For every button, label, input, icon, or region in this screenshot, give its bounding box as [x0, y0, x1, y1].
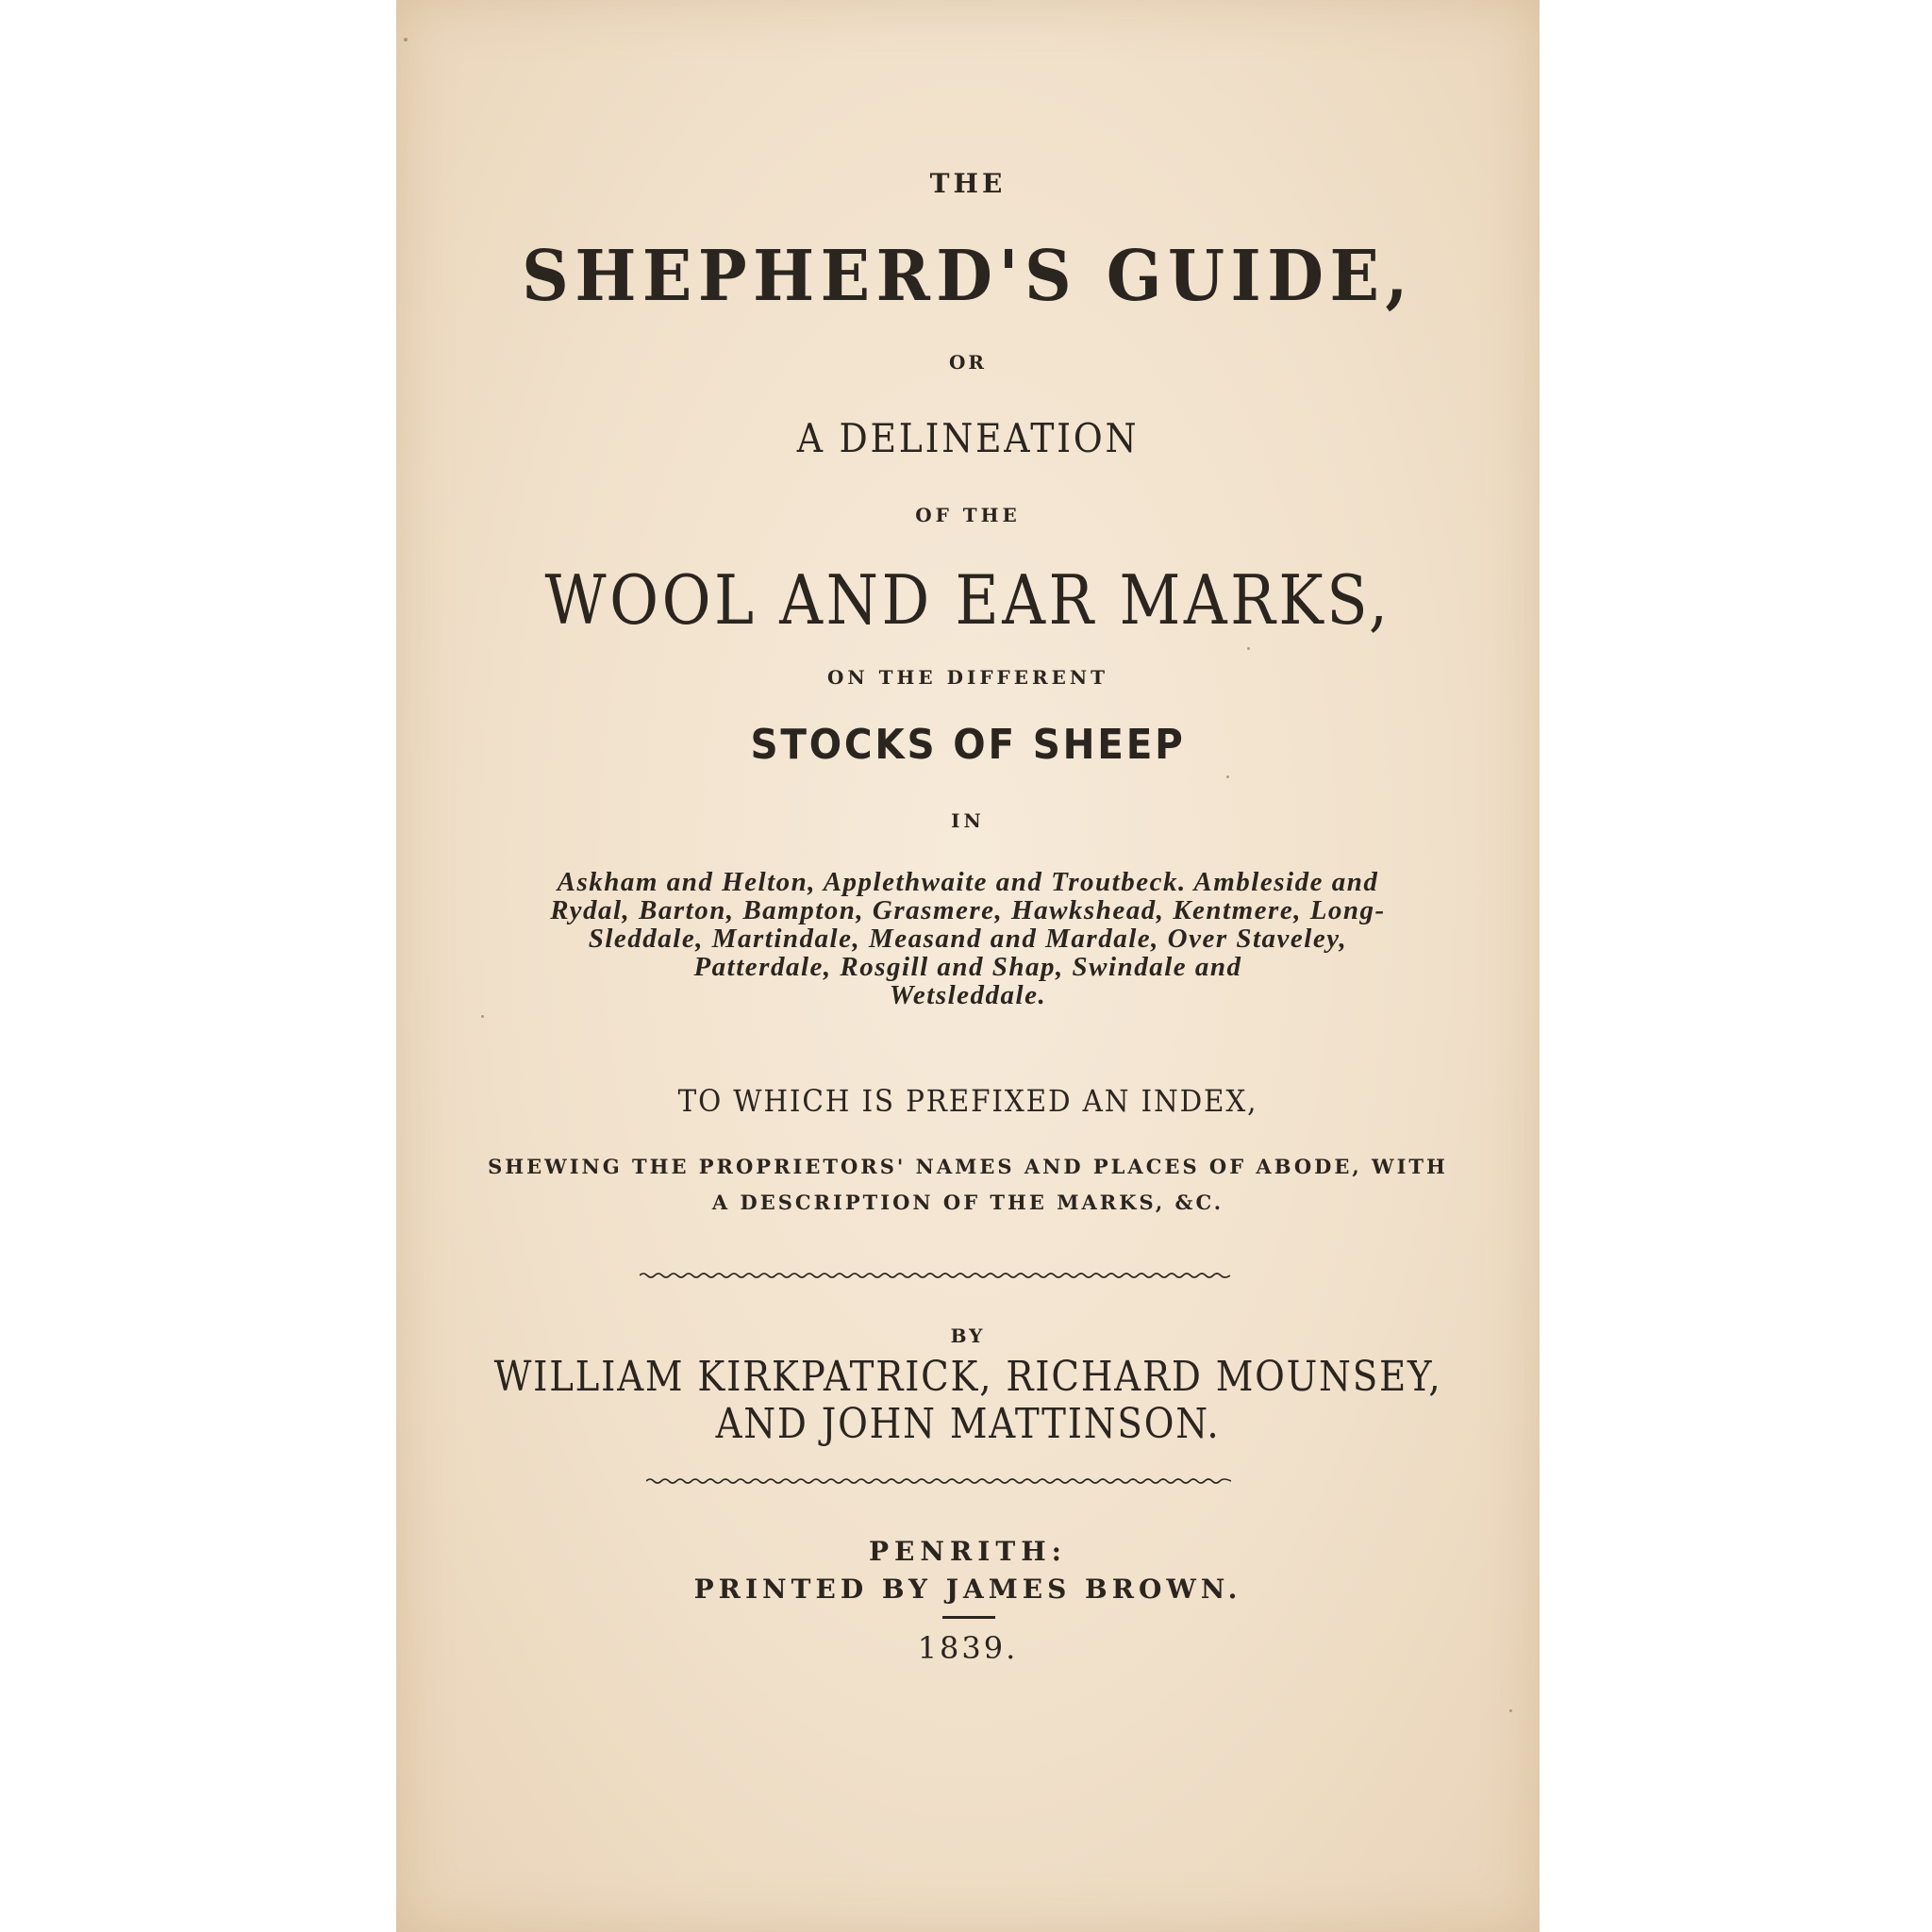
- places-line: Sleddale, Martindale, Measand and Mardale, Over Staveley,: [588, 924, 1348, 954]
- wool-ear-marks-heading: WOOL AND EAR MARKS,: [544, 560, 1391, 640]
- in-label: IN: [951, 809, 985, 832]
- the-label: THE: [929, 168, 1007, 199]
- description-line: A DESCRIPTION OF THE MARKS, &C.: [711, 1191, 1224, 1214]
- wavy-rule-divider: [646, 1477, 1231, 1485]
- paper-speck: [404, 38, 408, 42]
- prefixed-index-line: TO WHICH IS PREFIXED AN INDEX,: [677, 1083, 1258, 1119]
- short-rule: [942, 1616, 995, 1619]
- places-line: Askham and Helton, Applethwaite and Troutbeck. Ambleside and: [557, 867, 1379, 897]
- delineation-line: A DELINEATION: [796, 415, 1140, 461]
- places-line: Patterdale, Rosgill and Shap, Swindale and: [693, 952, 1242, 982]
- stocks-of-sheep-heading: STOCKS OF SHEEP: [750, 721, 1186, 769]
- or-label: OR: [948, 351, 988, 374]
- paper-speck: [481, 1015, 484, 1018]
- by-label: BY: [950, 1324, 986, 1347]
- places-list: [467, 868, 1469, 1009]
- title-page: [396, 0, 1540, 1932]
- place-of-printing: PENRITH:: [869, 1536, 1067, 1567]
- on-the-different-label: ON THE DIFFERENT: [826, 666, 1109, 689]
- places-line: Rydal, Barton, Bampton, Grasmere, Hawkshead, Kentmere, Long-: [550, 895, 1386, 925]
- paper-speck: [1247, 647, 1250, 650]
- authors-line-2: AND JOHN MATTINSON.: [715, 1400, 1221, 1448]
- book-title: SHEPHERD'S GUIDE,: [522, 236, 1414, 317]
- of-the-label: OF THE: [915, 504, 1021, 526]
- shewing-line: SHEWING THE PROPRIETORS' NAMES AND PLACES OF ABODE, WITH: [488, 1155, 1448, 1178]
- printer-line: PRINTED BY JAMES BROWN.: [693, 1574, 1242, 1605]
- publication-year: 1839.: [917, 1630, 1019, 1666]
- authors-line-1: WILLIAM KIRKPATRICK, RICHARD MOUNSEY,: [493, 1353, 1442, 1401]
- paper-speck: [1226, 775, 1229, 778]
- wavy-rule-divider: [640, 1272, 1230, 1279]
- places-line: Wetsleddale.: [889, 980, 1047, 1010]
- paper-speck: [1509, 1709, 1512, 1712]
